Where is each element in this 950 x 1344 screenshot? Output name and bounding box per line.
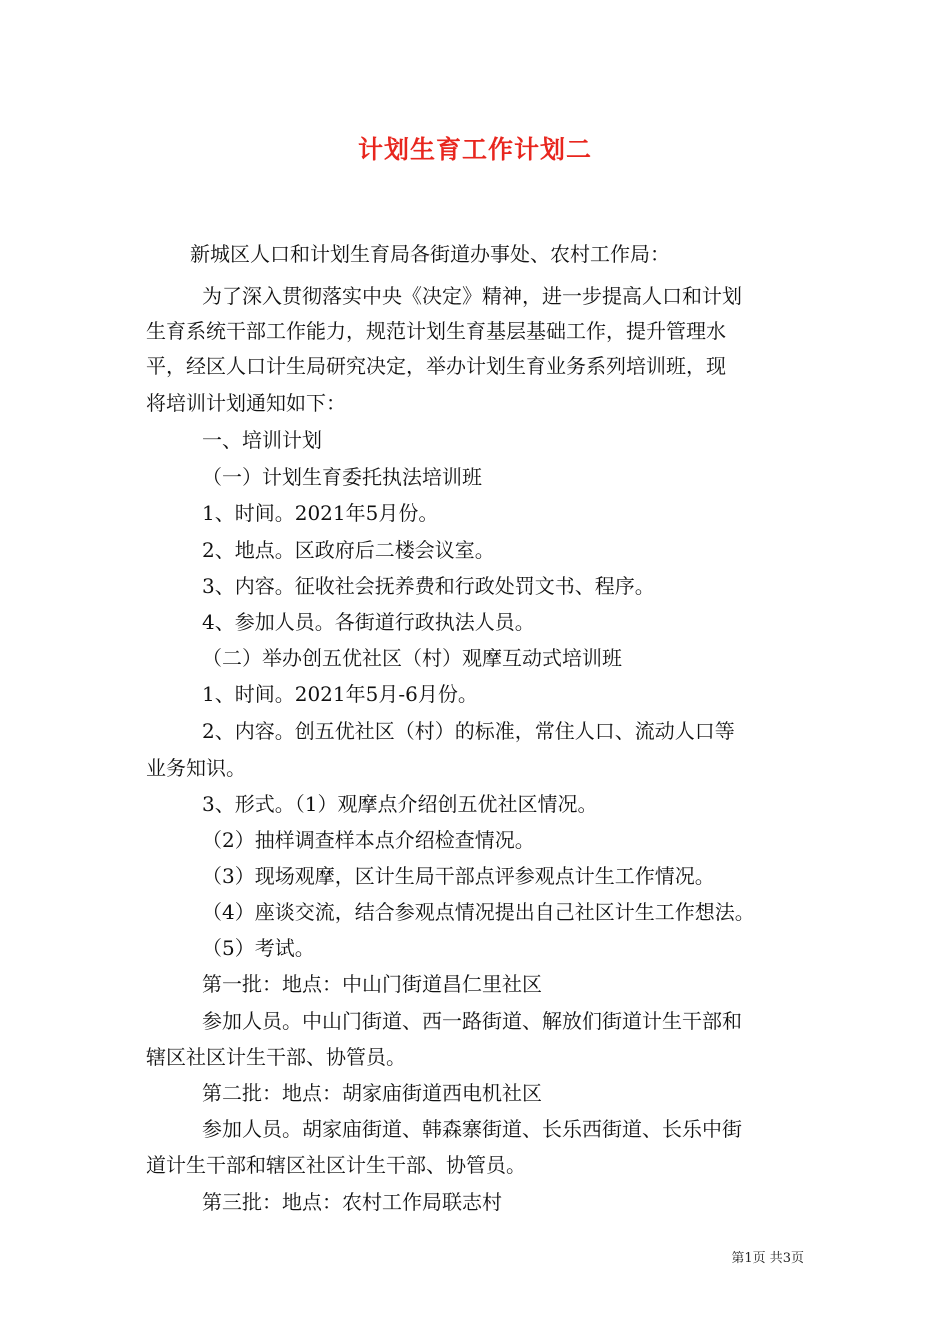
paragraph-line: 将培训计划通知如下： — [146, 391, 346, 415]
paragraph-line: （5）考试。 — [202, 936, 315, 960]
paragraph-line: 生育系统干部工作能力，规范计划生育基层基础工作，提升管理水 — [146, 319, 726, 343]
paragraph-line: 第二批：地点：胡家庙街道西电机社区 — [202, 1081, 542, 1105]
paragraph-line: 2、内容。创五优社区（村）的标准，常住人口、流动人口等 — [202, 719, 735, 743]
document-title: 计划生育工作计划二 — [357, 135, 592, 164]
paragraph-line: （4）座谈交流，结合参观点情况提出自己社区计生工作想法。 — [202, 900, 755, 924]
paragraph-line: 参加人员。中山门街道、西一路街道、解放们街道计生干部和 — [202, 1009, 742, 1033]
paragraph-line: 道计生干部和辖区社区计生干部、协管员。 — [146, 1153, 526, 1177]
salutation-line: 新城区人口和计划生育局各街道办事处、农村工作局： — [190, 242, 670, 266]
paragraph-line: 辖区社区计生干部、协管员。 — [146, 1045, 406, 1069]
paragraph-line: 3、形式。（1）观摩点介绍创五优社区情况。 — [202, 792, 598, 816]
paragraph-line: 第三批：地点：农村工作局联志村 — [202, 1190, 502, 1214]
paragraph-line: 1、时间。2021年5月-6月份。 — [202, 682, 478, 706]
paragraph-line: （3）现场观摩，区计生局干部点评参观点计生工作情况。 — [202, 864, 715, 888]
paragraph-line: 1、时间。2021年5月份。 — [202, 501, 439, 525]
paragraph-line: 平，经区人口计生局研究决定，举办计划生育业务系列培训班，现 — [146, 354, 726, 378]
paragraph-line: 4、参加人员。各街道行政执法人员。 — [202, 610, 535, 634]
page-number: 第1页 共3页 — [731, 1251, 804, 1266]
paragraph-line: 参加人员。胡家庙街道、韩森寨街道、长乐西街道、长乐中街 — [202, 1117, 742, 1141]
paragraph-line: 业务知识。 — [146, 756, 246, 780]
subsection-heading: （二）举办创五优社区（村）观摩互动式培训班 — [202, 646, 622, 670]
paragraph-line: （2）抽样调查样本点介绍检查情况。 — [202, 828, 535, 852]
paragraph-line: 第一批：地点：中山门街道昌仁里社区 — [202, 972, 542, 996]
subsection-heading: （一）计划生育委托执法培训班 — [202, 465, 482, 489]
paragraph-line: 2、地点。区政府后二楼会议室。 — [202, 538, 495, 562]
paragraph-line: 3、内容。征收社会抚养费和行政处罚文书、程序。 — [202, 574, 655, 598]
paragraph-line: 为了深入贯彻落实中央《决定》精神，进一步提高人口和计划 — [202, 284, 742, 308]
section-heading: 一、培训计划 — [202, 428, 322, 452]
